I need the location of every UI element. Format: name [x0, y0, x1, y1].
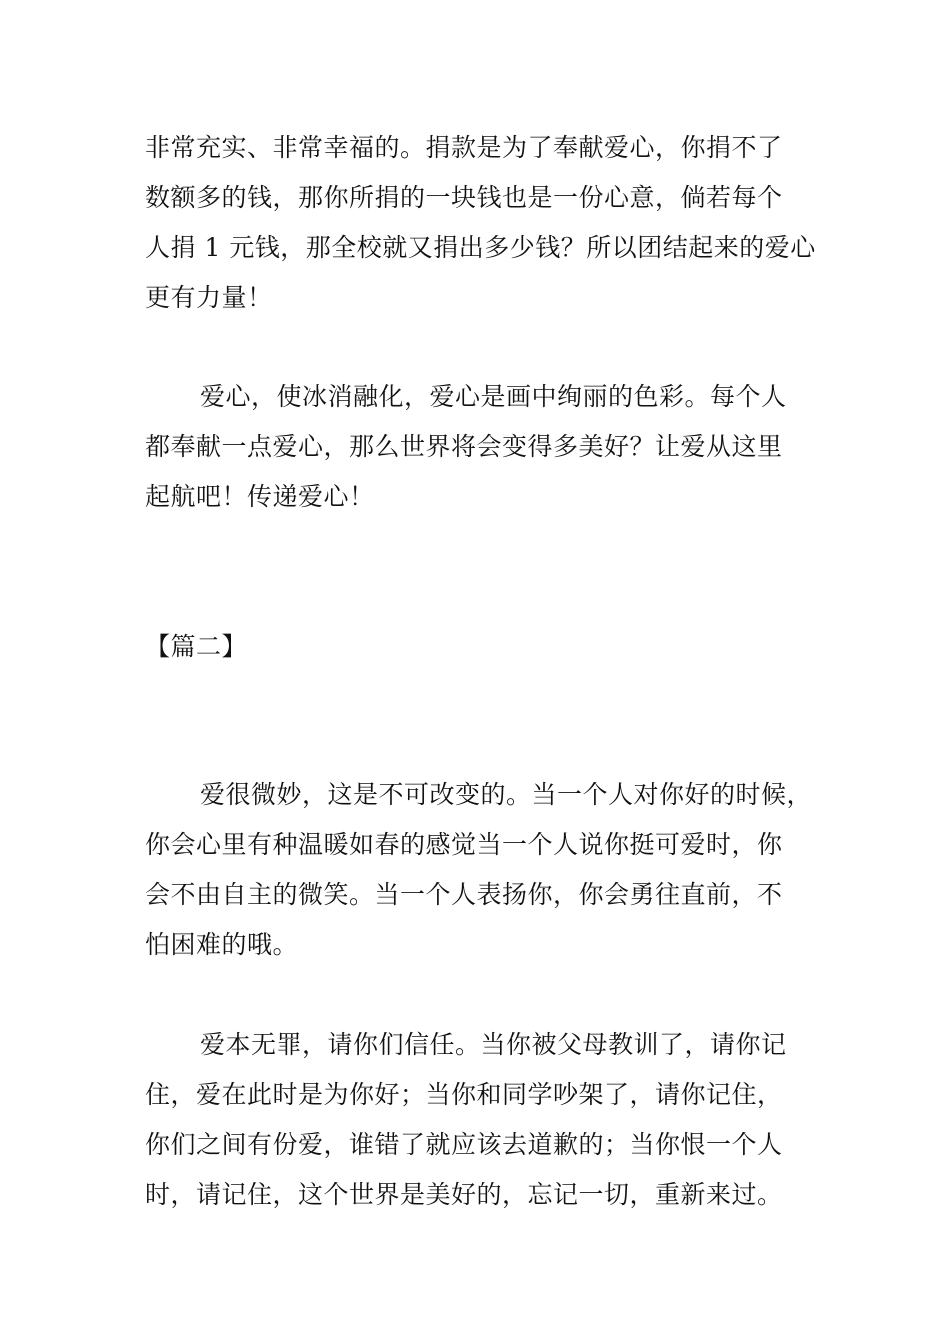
- paragraph-1-line-3: 人捐 1 元钱，那全校就又捐出多少钱？所以团结起来的爱心: [145, 233, 816, 262]
- paragraph-4-line-4: 时，请记住，这个世界是美好的，忘记一切，重新来过。: [145, 1180, 783, 1209]
- paragraph-2-line-2: 都奉献一点爱心，那么世界将会变得多美好？让爱从这里: [145, 432, 783, 461]
- paragraph-1-line-4: 更有力量！: [145, 283, 273, 312]
- paragraph-3-line-1: 爱很微妙，这是不可改变的。当一个人对你好的时候，: [200, 780, 813, 809]
- paragraph-2-line-3: 起航吧！传递爱心！: [145, 482, 375, 511]
- paragraph-4-line-1: 爱本无罪，请你们信任。当你被父母教训了，请你记: [200, 1030, 787, 1059]
- paragraph-3-line-3: 会不由自主的微笑。当一个人表扬你，你会勇往直前，不: [145, 880, 783, 909]
- paragraph-3-line-4: 怕困难的哦。: [145, 930, 299, 959]
- paragraph-1-line-2: 数额多的钱，那你所捐的一块钱也是一份心意，倘若每个: [145, 183, 783, 212]
- paragraph-3-line-2: 你会心里有种温暖如春的感觉当一个人说你挺可爱时，你: [145, 830, 783, 859]
- section-heading: 【篇二】: [145, 632, 248, 661]
- paragraph-2-line-1: 爱心，使冰消融化，爱心是画中绚丽的色彩。每个人: [200, 382, 787, 411]
- paragraph-1-line-1: 非常充实、非常幸福的。捐款是为了奉献爱心，你捐不了: [145, 133, 783, 162]
- paragraph-4-line-2: 住，爱在此时是为你好；当你和同学吵架了，请你记住，: [145, 1080, 783, 1109]
- paragraph-4-line-3: 你们之间有份爱，谁错了就应该去道歉的；当你恨一个人: [145, 1130, 783, 1159]
